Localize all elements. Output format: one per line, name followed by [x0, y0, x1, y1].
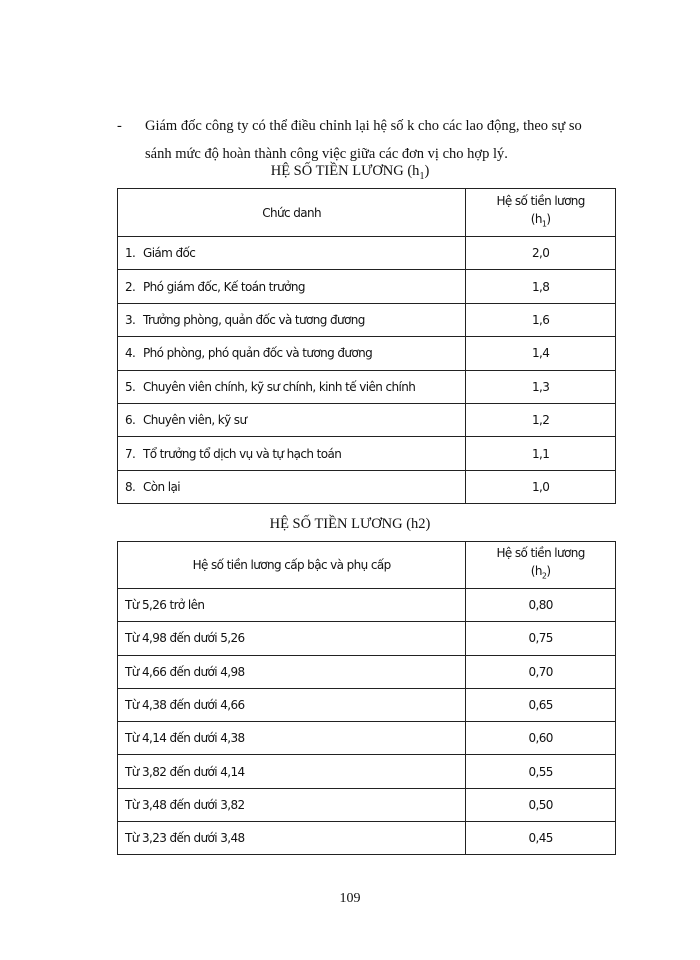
grade-range-cell: Từ 4,38 đến dưới 4,66 — [118, 688, 466, 721]
table2-title: HỆ SỐ TIỀN LƯƠNG (h2) — [269, 516, 431, 532]
position-cell — [118, 270, 466, 303]
position-name: Còn lại — [143, 479, 180, 494]
position-name: Trưởng phòng, quản đốc và tương đương — [143, 312, 365, 327]
table1-header-coefficient: Hệ số tiền lương $(h_1)$ — [466, 189, 616, 237]
position-cell — [118, 237, 466, 270]
table-row — [118, 788, 616, 821]
row-number: 1. — [125, 246, 136, 261]
table-row — [118, 722, 616, 755]
table-row — [118, 337, 616, 370]
table-row — [118, 370, 616, 403]
intro-line-1: Giám đốc công ty có thể điều chỉnh lại hệ số k cho các lao động, theo sự so — [145, 118, 582, 134]
position-cell — [118, 303, 466, 336]
table-row — [118, 403, 616, 436]
coefficient-cell: 0,75 — [466, 622, 616, 655]
row-number: 3. — [125, 312, 136, 327]
coefficient-cell: 1,1 — [466, 437, 616, 470]
position-name: Phó giám đốc, Kế toán trưởng — [143, 279, 305, 294]
position-cell — [118, 437, 466, 470]
grade-range-cell: Từ 4,98 đến dưới 5,26 — [118, 622, 466, 655]
coefficient-cell: 0,70 — [466, 655, 616, 688]
table-row — [118, 655, 616, 688]
row-number: 2. — [125, 279, 136, 294]
table1-title: HỆ SỐ TIỀN LƯƠNG $(h_1)$ — [270, 163, 430, 182]
coefficient-cell: 1,4 — [466, 337, 616, 370]
coefficient-cell: 1,6 — [466, 303, 616, 336]
table1-header-position: Chức danh — [118, 189, 466, 237]
coefficient-cell: 0,80 — [466, 589, 616, 622]
table2-grade-coefficients — [117, 541, 616, 855]
table1-header-row — [118, 189, 616, 237]
position-cell — [118, 470, 466, 503]
table-row — [118, 622, 616, 655]
bullet-dash: - — [117, 118, 122, 134]
grade-range-cell: Từ 4,14 đến dưới 4,38 — [118, 722, 466, 755]
table-row — [118, 755, 616, 788]
table2-header-coefficient: Hệ số tiền lương $(h_2)$ — [466, 542, 616, 589]
row-number: 8. — [125, 479, 136, 494]
table-row — [118, 303, 616, 336]
coefficient-cell: 1,8 — [466, 270, 616, 303]
table1-position-coefficients — [117, 188, 616, 504]
coefficient-cell: 2,0 — [466, 237, 616, 270]
table2-header-row — [118, 542, 616, 589]
table-row — [118, 470, 616, 503]
grade-range-cell: Từ 3,23 đến dưới 3,48 — [118, 822, 466, 855]
position-name: Phó phòng, phó quản đốc và tương đương — [143, 346, 373, 361]
table-row — [118, 437, 616, 470]
coefficient-cell: 0,60 — [466, 722, 616, 755]
position-name: Chuyên viên chính, kỹ sư chính, kinh tế viên chính — [143, 379, 416, 394]
position-name: Tổ trưởng tổ dịch vụ và tự hạch toán — [143, 446, 342, 461]
position-cell — [118, 403, 466, 436]
position-name: Giám đốc — [143, 246, 196, 261]
grade-range-cell: Từ 3,48 đến dưới 3,82 — [118, 788, 466, 821]
intro-line-2: sánh mức độ hoàn thành công việc giữa các đơn vị cho hợp lý. — [145, 146, 508, 162]
coefficient-cell: 0,55 — [466, 755, 616, 788]
coefficient-cell: 1,0 — [466, 470, 616, 503]
coefficient-cell: 0,65 — [466, 688, 616, 721]
table-row — [118, 589, 616, 622]
table-row — [118, 270, 616, 303]
coefficient-cell: 1,3 — [466, 370, 616, 403]
grade-range-cell: Từ 4,66 đến dưới 4,98 — [118, 655, 466, 688]
page-number: 109 — [339, 891, 361, 906]
table-row — [118, 822, 616, 855]
position-cell — [118, 337, 466, 370]
position-name: Chuyên viên, kỹ sư — [143, 413, 247, 428]
grade-range-cell: Từ 5,26 trở lên — [118, 589, 466, 622]
coefficient-cell: 1,2 — [466, 403, 616, 436]
table-row — [118, 688, 616, 721]
table-row — [118, 237, 616, 270]
position-cell — [118, 370, 466, 403]
row-number: 5. — [125, 379, 136, 394]
grade-range-cell: Từ 3,82 đến dưới 4,14 — [118, 755, 466, 788]
row-number: 7. — [125, 446, 136, 461]
row-number: 6. — [125, 413, 136, 428]
table2-header-grade: Hệ số tiền lương cấp bậc và phụ cấp — [118, 542, 466, 589]
coefficient-cell: 0,45 — [466, 822, 616, 855]
coefficient-cell: 0,50 — [466, 788, 616, 821]
row-number: 4. — [125, 346, 136, 361]
